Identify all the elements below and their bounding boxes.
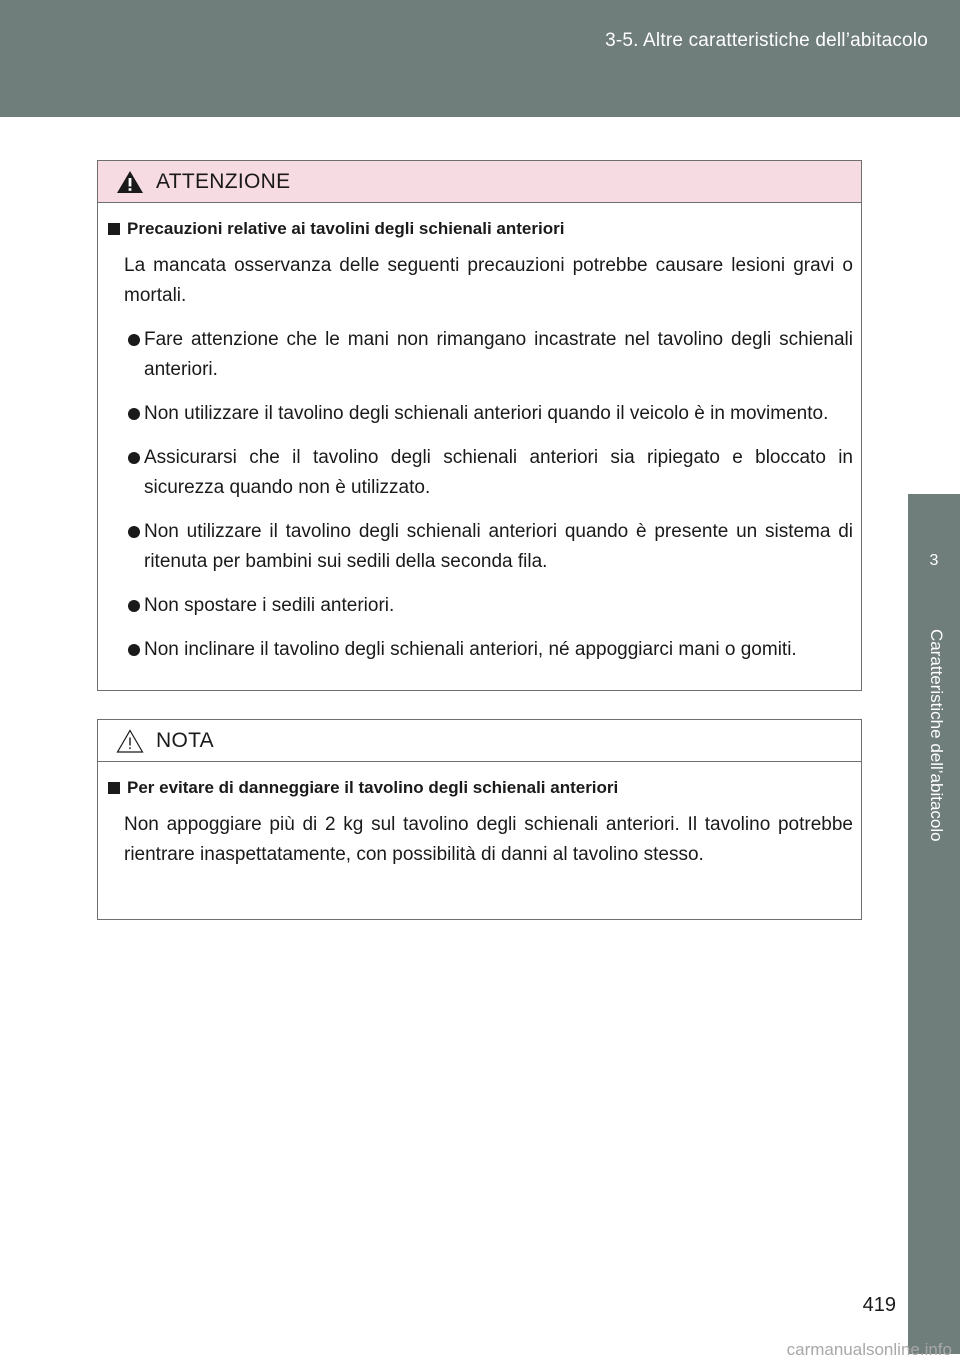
note-section-title-text: Per evitare di danneggiare il tavolino degli schienali anteriori [127,778,619,797]
list-item: Non utilizzare il tavolino degli schienali anteriori quando il veicolo è in movimento. [108,399,853,429]
warning-bullet-list [108,325,853,665]
warning-triangle-icon [116,170,144,194]
chapter-tab-number [908,494,960,614]
note-box [97,719,862,920]
list-item: Non utilizzare il tavolino degli schienali anteriori quando è presente un sistema di ritenuta per bambini sui sedili della seconda fila. [108,517,853,577]
warning-heading: ATTENZIONE [156,170,291,193]
warning-box [97,160,862,691]
caution-triangle-icon [116,729,144,753]
note-box-body [98,762,861,890]
note-section-title [108,778,853,798]
warning-box-body [98,203,861,699]
warning-section-title [108,219,853,239]
list-item: Assicurarsi che il tavolino degli schienali anteriori sia ripiegato e bloccato in sicurezza quando non è utilizzato. [108,443,853,503]
list-item: Non inclinare il tavolino degli schienali anteriori, né appoggiarci mani o gomiti. [108,635,853,665]
square-bullet-icon [108,223,120,235]
chapter-label: Caratteristiche dell’abitacolo [927,629,946,842]
note-body: Non appoggiare più di 2 kg sul tavolino degli schienali anteriori. Il tavolino potrebbe rientrare inaspettatamente, con possibilità di danni al tavolino stesso. [124,814,853,865]
page-header [0,0,960,117]
chapter-number: 3 [929,552,939,569]
section-title: 3-5. Altre caratteristiche dell’abitacolo [605,30,928,51]
list-item: Non spostare i sedili anteriori. [108,591,853,621]
list-item: Fare attenzione che le mani non rimangano incastrate nel tavolino degli schienali anteriori. [108,325,853,385]
warning-section-title-text: Precauzioni relative ai tavolini degli schienali anteriori [127,219,565,238]
watermark: carmanualsonline.info [786,1340,952,1359]
note-box-header [98,720,861,762]
warning-intro: La mancata osservanza delle seguenti precauzioni potrebbe causare lesioni gravi o mortali. [124,255,853,306]
page-number: 419 [862,1294,896,1316]
note-heading: NOTA [156,729,214,752]
warning-box-header [98,161,861,203]
square-bullet-icon [108,782,120,794]
